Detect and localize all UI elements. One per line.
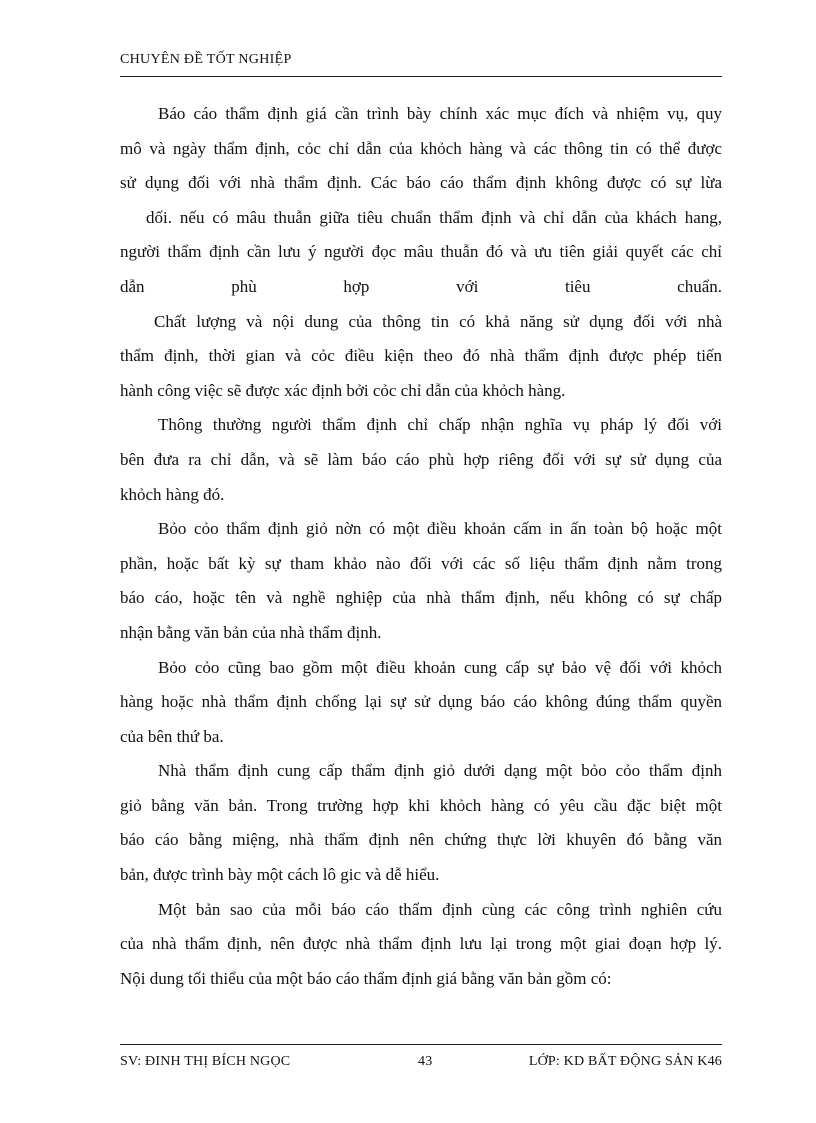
text-line: bản, được trình bày một cách lô gic và dễ hiểu. xyxy=(120,865,440,885)
text-line: báo cáo, hoặc tên và nghề nghiệp của nhà thẩm định, nếu không có sự chấp xyxy=(120,588,722,608)
footer-class: LỚP: KD BẤT ĐỘNG SẢN K46 xyxy=(528,1054,722,1069)
text-line: dối. nếu có mâu thuẫn giữa tiêu chuẩn thẩm định và chỉ dẫn của khách hang, xyxy=(146,207,722,227)
paragraph xyxy=(120,651,722,755)
text-line: khỏch hàng đó. xyxy=(120,484,225,504)
text-line: bên đưa ra chỉ dẫn, và sẽ làm báo cáo phù hợp riêng đối với sự sử dụng của xyxy=(120,449,722,469)
text-line: giỏ bằng văn bản. Trong trường hợp khi khỏch hàng có yêu cầu đặc biệt một xyxy=(120,795,722,815)
footer-divider xyxy=(120,1044,722,1045)
paragraph xyxy=(120,408,722,512)
text-line: của bên thứ ba. xyxy=(120,726,224,746)
page-number: 43 xyxy=(418,1054,433,1069)
text-line: thẩm định, thời gian và cỏc điều kiện theo đó nhà thẩm định được phép tiến xyxy=(120,346,722,366)
text-line: báo cáo bằng miệng, nhà thẩm định nên chứng thực lời khuyên đó bằng văn xyxy=(120,830,722,850)
paragraph xyxy=(120,893,722,997)
document-body xyxy=(120,97,722,996)
header-divider xyxy=(120,76,722,77)
text-line: Nội dung tối thiểu của một báo cáo thẩm định giá bằng văn bản gồm có: xyxy=(120,968,612,988)
footer-student: SV: ĐINH THỊ BÍCH NGỌC xyxy=(120,1054,291,1069)
text-line: Bỏo cỏo thẩm định giỏ nờn có một điều khoản cấm in ấn toàn bộ hoặc một xyxy=(158,519,722,539)
text-line: mô và ngày thẩm định, cỏc chỉ dẫn của khỏch hàng và các thông tin có thể được xyxy=(120,138,722,158)
text-line: hành công việc sẽ được xác định bởi cỏc chỉ dẫn của khỏch hàng. xyxy=(120,380,566,400)
text-line: người thẩm định cần lưu ý người đọc mâu thuẫn đó và ưu tiên giải quyết các chỉ xyxy=(120,242,722,262)
text-line: Nhà thẩm định cung cấp thẩm định giỏ dưới dạng một bỏo cỏo thẩm định xyxy=(158,761,722,781)
text-line: sử dụng đối với nhà thẩm định. Các báo cáo thẩm định không được có sự lừa xyxy=(120,173,722,193)
text-line: Chất lượng và nội dung của thông tin có khả năng sử dụng đối với nhà xyxy=(154,311,722,331)
text-line: Báo cáo thẩm định giá cần trình bày chính xác mục đích và nhiệm vụ, quy xyxy=(158,104,722,123)
text-line: dẫn phù hợp với tiêu chuẩn. xyxy=(120,276,722,296)
text-line: phần, hoặc bất kỳ sự tham khảo nào đối với các số liệu thẩm định nằm trong xyxy=(120,553,722,573)
page-header xyxy=(120,52,722,68)
paragraph xyxy=(120,305,722,409)
paragraph xyxy=(120,512,722,650)
text-line: của nhà thẩm định, nên được nhà thẩm định lưu lại trong một giai đoạn hợp lý. xyxy=(120,934,722,954)
paragraph xyxy=(120,97,722,305)
text-line: nhận bằng văn bản của nhà thẩm định. xyxy=(120,622,382,642)
text-line: Bỏo cỏo cũng bao gồm một điều khoản cung cấp sự bảo vệ đối với khỏch xyxy=(158,657,722,677)
text-line: Một bản sao của mỗi báo cáo thẩm định cùng các công trình nghiên cứu xyxy=(158,899,722,919)
text-line: Thông thường người thẩm định chỉ chấp nhận nghĩa vụ pháp lý đối với xyxy=(158,415,722,435)
header-title: CHUYÊN ĐỀ TỐT NGHIỆP xyxy=(120,52,292,67)
text-line: hàng hoặc nhà thẩm định chống lại sự sử dụng báo cáo không đúng thẩm quyền xyxy=(120,692,722,712)
paragraph xyxy=(120,754,722,892)
